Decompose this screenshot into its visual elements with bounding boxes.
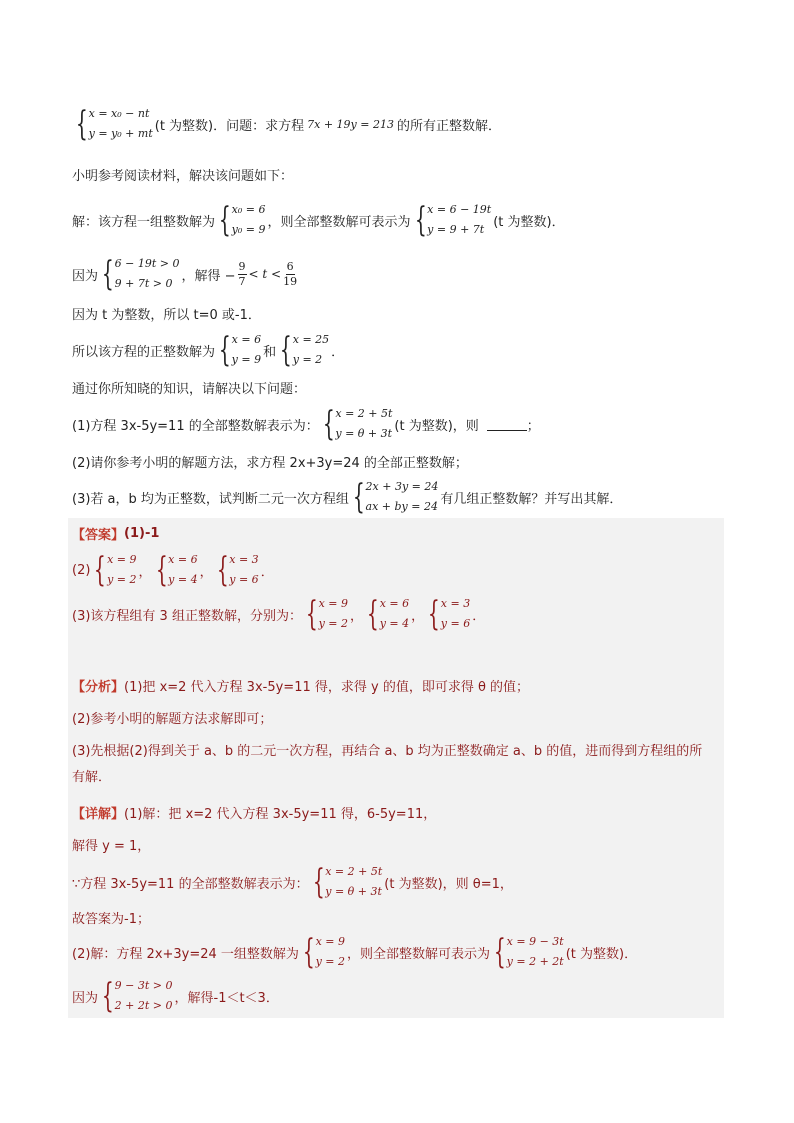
equation: x = 2 + 5t	[325, 865, 383, 878]
text: (1)-1	[124, 526, 160, 541]
positive-solution-line	[72, 330, 344, 370]
equation: x = 3	[440, 597, 471, 610]
fraction: $\frac{6}{19}$	[283, 259, 298, 288]
solution-line	[72, 200, 565, 240]
equation: 2 + 2t > 0	[114, 999, 173, 1012]
analysis-tag: 【分析】	[72, 680, 125, 695]
equation: x = 9	[315, 935, 345, 948]
text: (t 为整数)．	[565, 946, 638, 962]
text: (t 为整数)，则 θ=1，	[384, 876, 513, 892]
text: (1)解：把 x=2 代入方程 3x-5y=11 得，6-5y=11，	[124, 807, 437, 822]
equation: x = 9	[318, 597, 349, 610]
text: ，	[350, 608, 364, 624]
text: ，解得-1＜t＜3．	[174, 990, 279, 1006]
equation: y₀ = 9	[231, 223, 266, 236]
equation: y = θ + 3t	[335, 427, 393, 440]
text: (t 为整数)．	[493, 214, 565, 230]
analysis-line-2	[72, 708, 272, 727]
answer-tag: 【答案】	[72, 528, 125, 543]
text: (1)方程 3x-5y=11 的全部整数解表示为：	[72, 418, 319, 434]
text: ．	[331, 344, 345, 360]
brace: {	[101, 254, 114, 294]
text: 因为	[72, 990, 99, 1006]
answer-blank[interactable]	[487, 418, 527, 431]
equation: y = y₀ + mt	[88, 127, 153, 140]
analysis-line-4	[72, 766, 111, 785]
text: 故答案为-1；	[72, 912, 150, 927]
text: (2)	[72, 562, 91, 578]
text: (t 为整数)．问题：求方程	[154, 118, 305, 134]
equation: y = 2	[318, 617, 349, 630]
inequality-line	[72, 254, 299, 294]
detail-line-4	[72, 908, 150, 927]
equation: y = 6	[229, 573, 259, 586]
text: ，则全部整数解可表示为	[267, 214, 411, 230]
detail-tag: 【详解】	[72, 807, 125, 822]
brace: {	[101, 976, 114, 1016]
detail-line-2	[72, 835, 150, 854]
text: ，	[199, 564, 213, 580]
equation: x = 6 − 19t	[427, 203, 492, 216]
text: ．	[260, 564, 274, 580]
question-1: (1)方程 3x-5y=11 的全部整数解表示为： { x = 2 + 5t y = θ + 3t (t 为整数)，则 ；	[72, 404, 540, 444]
brace: {	[155, 550, 168, 590]
brace: {	[428, 594, 440, 634]
brace: {	[352, 477, 365, 517]
fraction: $\frac{9}{7}$	[238, 259, 246, 288]
detail-line-3	[72, 862, 513, 902]
equation: 9 − 3t > 0	[114, 979, 173, 992]
text: (2)请你参考小明的解题方法，求方程 2x+3y=24 的全部正整数解；	[72, 456, 468, 471]
equation: y = 6	[440, 617, 471, 630]
text: 解：该方程一组整数解为	[72, 214, 216, 230]
equation: x₀ = 6	[231, 203, 266, 216]
text: 因为 t 为整数，所以 t=0 或-1．	[72, 308, 261, 323]
equation: y = θ + 3t	[325, 885, 382, 898]
equation: y = 4	[168, 573, 198, 586]
equation: 7x + 19y = 213	[307, 117, 394, 131]
text: (1)把 x=2 代入方程 3x-5y=11 得，求得 y 的值，即可求得 θ 的值；	[124, 680, 530, 695]
equation: y = 2 + 2t	[506, 955, 564, 968]
equation: y = 9	[231, 353, 262, 366]
text: (3)若 a，b 均为正整数，试判断二元一次方程组	[72, 491, 349, 507]
brace: {	[312, 862, 325, 902]
question-2	[72, 452, 468, 471]
equation: ax + by = 24	[365, 500, 438, 513]
brace: {	[414, 200, 427, 240]
text: 解得 y = 1，	[72, 839, 151, 854]
text: ∵方程 3x-5y=11 的全部整数解表示为：	[72, 876, 309, 892]
detail-line-6	[72, 976, 279, 1016]
brace: {	[493, 932, 506, 972]
text-line	[72, 165, 293, 184]
text: (2)参考小明的解题方法求解即可；	[72, 712, 273, 727]
equation: x = 2 + 5t	[335, 407, 393, 420]
equation: x = 9	[107, 553, 137, 566]
question-3	[72, 477, 622, 517]
equation: x = 6	[231, 333, 262, 346]
equation: y = 2	[292, 353, 323, 366]
general-solution-system	[74, 104, 153, 144]
text: 有几组正整数解？并写出其解．	[440, 491, 623, 507]
text: ，	[138, 564, 152, 580]
text: 有解．	[72, 770, 112, 785]
equation: x = 9 − 3t	[506, 935, 564, 948]
answer-line-3	[72, 594, 485, 634]
brace: {	[322, 404, 335, 444]
equation: x = 6	[168, 553, 198, 566]
intro-line	[72, 104, 501, 144]
brace: {	[302, 932, 315, 972]
equation: y = 2	[107, 573, 137, 586]
brace: {	[218, 330, 231, 370]
brace: {	[279, 330, 292, 370]
text: (2)解：方程 2x+3y=24 一组整数解为	[72, 946, 299, 962]
analysis-line-1	[72, 676, 529, 695]
equation: 9 + 7t > 0	[114, 277, 173, 290]
brace: {	[75, 104, 88, 144]
text: 和	[263, 344, 277, 360]
brace: {	[216, 550, 229, 590]
analysis-line-3	[72, 740, 702, 759]
text: 因为	[72, 268, 99, 284]
equation: x = x₀ − nt	[88, 107, 150, 120]
text: ．	[472, 608, 486, 624]
detail-line-5	[72, 932, 637, 972]
text: 通过你所知晓的知识，请解决以下问题：	[72, 382, 307, 397]
answer-line-1	[72, 524, 159, 543]
equation: y = 4	[379, 617, 410, 630]
equation: 6 − 19t > 0	[114, 257, 180, 270]
brace: {	[218, 200, 231, 240]
text: (3)该方程组有 3 组正整数解，分别为：	[72, 608, 302, 624]
text: < t <	[248, 267, 282, 281]
equation: x = 25	[292, 333, 330, 346]
equation: x = 6	[379, 597, 410, 610]
answer-line-2	[72, 550, 274, 590]
brace: {	[305, 594, 318, 634]
detail-line-1	[72, 803, 436, 822]
text-line	[72, 378, 306, 397]
text: 所以该方程的正整数解为	[72, 344, 216, 360]
text: ，	[411, 608, 425, 624]
text: (3)先根据(2)得到关于 a、b 的二元一次方程，再结合 a、b 均为正整数确定 a、b 的值，进而得到方程组的所	[72, 744, 703, 759]
text: ，解得 −	[181, 268, 236, 284]
equation: y = 9 + 7t	[427, 223, 485, 236]
equation: y = 2	[315, 955, 346, 968]
text: 小明参考阅读材料，解决该问题如下：	[72, 169, 294, 184]
brace: {	[366, 594, 379, 634]
equation: 2x + 3y = 24	[365, 480, 439, 493]
text: 的所有正整数解．	[396, 118, 501, 134]
text: ，则全部整数解可表示为	[347, 946, 491, 962]
brace: {	[94, 550, 107, 590]
text: (t 为整数)，则	[394, 418, 479, 434]
text-line	[72, 304, 261, 323]
equation: x = 3	[229, 553, 259, 566]
